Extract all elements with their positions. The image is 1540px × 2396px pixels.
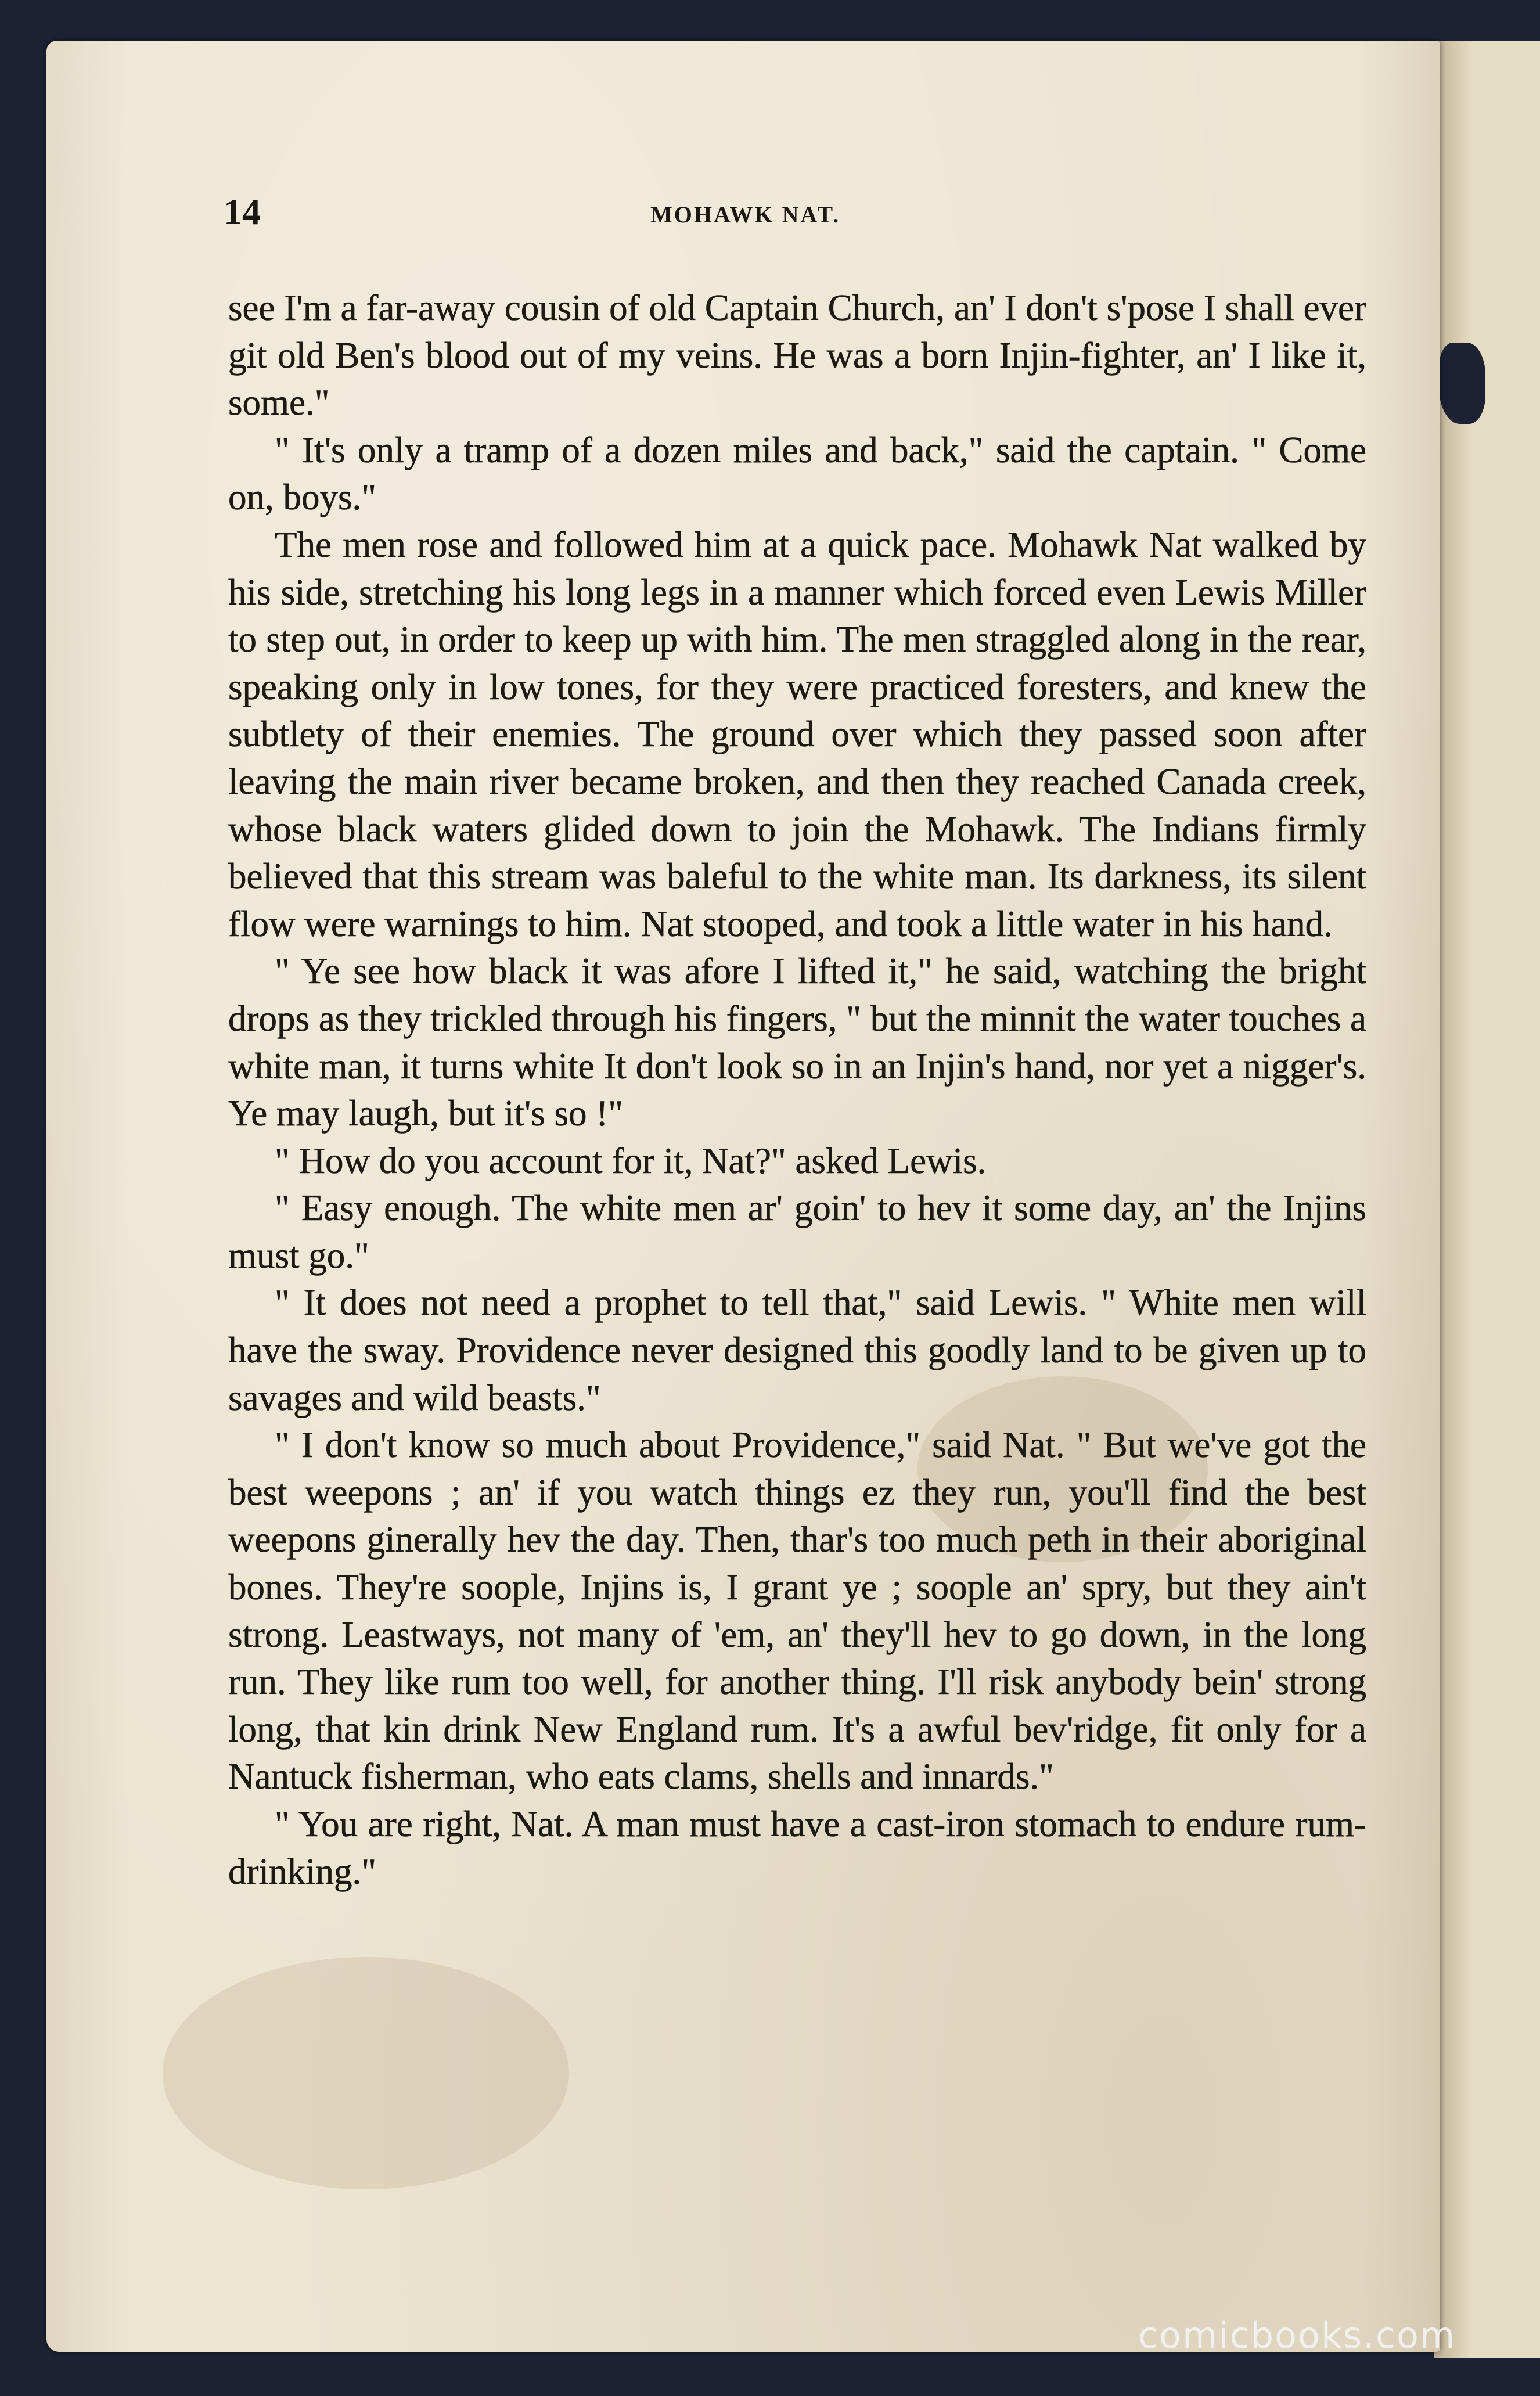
paragraph: " You are right, Nat. A man must have a cast-iron stomach to endure rum-drinking.": [228, 1804, 1366, 1892]
page-number: 14: [224, 191, 261, 232]
book-page: [46, 41, 1440, 2352]
binding-hole: [1439, 343, 1485, 424]
paragraph: " It's only a tramp of a dozen miles and back," said the captain. " Come on, boys.": [228, 429, 1366, 518]
paragraph: see I'm a far-away cousin of old Captain Church, an' I don't s'pose I shall ever git old Ben's blood out of my veins. He was a born Injin-fighter, an' I like it, some.": [228, 287, 1366, 423]
paragraph: " I don't know so much about Providence," said Nat. " But we've got the best weepons ; an' if you watch things ez they run, you'll find the best weepons ginerally hev the day. Then, thar's too much peth in their aboriginal bones. They're soople, Injins is, I grant ye ; soople an' spry, but they ain't strong. Leastways, not many of 'em, an' they'll hev to go down, in the long run. They like rum too well, for another thing. I'll risk anybody bein' strong long, that kin drink New England rum. It's a awful bev'ridge, fit only for a Nantuck fisherman, who eats clams, shells and innards.": [228, 1424, 1366, 1797]
paper-stain: [163, 1957, 569, 2189]
running-title: MOHAWK NAT.: [650, 202, 841, 228]
body-text: [228, 285, 1366, 1895]
paragraph: The men rose and followed him at a quick pace. Mohawk Nat walked by his side, stretching his long legs in a manner which forced even Lewis Miller to step out, in order to keep up with him. The men straggled along in the rear, speaking only in low tones, for they were practiced foresters, and knew the subtlety of their enemies. The ground over which they passed soon after leaving the main river became broken, and then they reached Canada creek, whose black waters glided down to join the Mohawk. The Indians firmly believed that this stream was baleful to the white man. Its darkness, its silent flow were warnings to him. Nat stooped, and took a little water in his hand.: [228, 524, 1366, 944]
site-watermark: comicbooks.com: [1138, 2314, 1456, 2357]
paragraph: " Easy enough. The white men ar' goin' to hev it some day, an' the Injins must go.": [228, 1188, 1366, 1276]
paragraph: " It does not need a prophet to tell that," said Lewis. " White men will have the sway. Providence never designed this goodly land to be given up to savages and wild beasts.": [228, 1282, 1366, 1418]
paragraph: " Ye see how black it was afore I lifted it," he said, watching the bright drops as they trickled through his fingers, " but the minnit the water touches a white man, it turns white It don't look so in an Injin's hand, nor yet a nigger's. Ye may laugh, but it's so !": [228, 951, 1366, 1134]
paragraph: " How do you account for it, Nat?" asked Lewis.: [275, 1140, 987, 1181]
